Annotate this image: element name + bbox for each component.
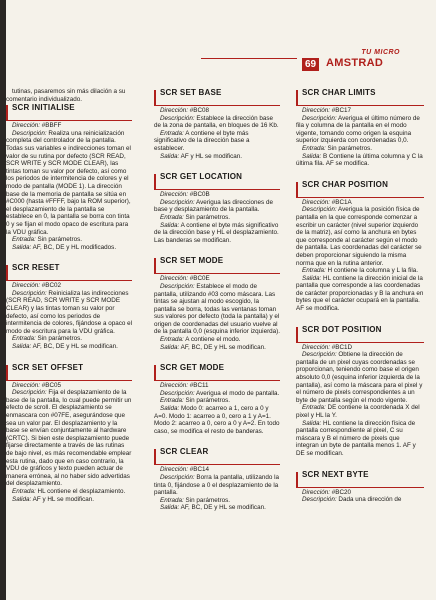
field-value: #BBFF	[40, 122, 62, 130]
routine-title: SCR CHAR LIMITS	[302, 88, 376, 97]
routine-section	[6, 263, 132, 350]
field-label: Salida:	[12, 495, 32, 503]
heading-accent-bar	[154, 90, 156, 106]
heading-rule	[156, 464, 280, 465]
routine-paragraph	[154, 199, 280, 214]
heading-rule	[298, 342, 424, 343]
field-value: Sin parámetros.	[183, 213, 231, 221]
routine-section	[154, 88, 280, 160]
routine-paragraph	[296, 404, 424, 419]
field-value: AF y HL se modifican.	[179, 152, 243, 160]
field-label: Dirección:	[302, 343, 330, 351]
field-value: #BC0B	[188, 191, 210, 199]
section-heading	[154, 363, 280, 379]
field-value: Averigua la posición física de pantalla en la que corresponde comenzar a escribir un carácter (nivel superior izquierdo de la matriz), así como la anchura en bytes que corresponde al carácter según el modo de pantalla. Las coordenadas del carácter se deben proporcionar siguiendo la misma norma que en la rutina anterior.	[296, 206, 422, 267]
section-heading	[154, 256, 280, 272]
routine-title: SCR SET MODE	[160, 256, 224, 266]
routine-section	[154, 363, 280, 435]
heading-rule	[298, 197, 424, 198]
field-value: H contiene la columna y L la fila.	[325, 267, 418, 275]
heading-rule	[8, 120, 132, 121]
heading-rule	[8, 280, 132, 281]
section-heading	[296, 180, 424, 196]
field-label: Dirección:	[160, 382, 188, 390]
routine-paragraph	[296, 489, 424, 497]
heading-rule	[8, 380, 132, 381]
routine-paragraph	[154, 466, 280, 474]
field-value: AF, BC, DE y HL se modifican.	[179, 343, 266, 351]
routine-title: SCR CHAR POSITION	[302, 179, 389, 189]
heading-rule	[156, 273, 280, 274]
field-value: #BC11	[188, 382, 209, 390]
field-label: Entrada:	[12, 335, 36, 343]
field-value: Averigua las direcciones de base y desplazamiento de la pantalla.	[154, 198, 273, 214]
routine-paragraph	[154, 497, 280, 505]
heading-accent-bar	[154, 365, 156, 381]
field-label: Salida:	[302, 419, 322, 427]
heading-accent-bar	[6, 265, 8, 281]
field-value: Sin parámetros.	[35, 335, 83, 343]
routine-paragraph	[154, 191, 280, 199]
field-label: Dirección:	[160, 466, 188, 474]
routine-title: SCR INITIALISE	[12, 103, 75, 113]
routine-title: SCR GET LOCATION	[160, 172, 243, 182]
field-label: Dirección:	[302, 107, 330, 114]
routine-paragraph	[154, 390, 280, 398]
routine-title: SCR RESET	[12, 263, 60, 273]
field-label: Entrada:	[302, 144, 326, 152]
routine-paragraph	[6, 244, 132, 252]
field-value: AF, BC, DE y HL se modifican.	[31, 343, 118, 351]
field-value: Establece el modo de pantalla, utilizando #03 como máscara. Las tintas se ajustan al modo escogido, la pantalla se borra, todas las ventanas toman sus valores por defecto (toda la pantalla) y el origen de coordenadas del usuario vuelve al de la pantalla 0,0 (esquina inferior izquierda).	[154, 282, 281, 336]
field-label: Entrada:	[160, 213, 184, 221]
routine-section	[6, 363, 132, 504]
routine-paragraph	[6, 343, 132, 351]
routine-paragraph	[154, 214, 280, 222]
routine-section	[154, 172, 280, 244]
routine-paragraph	[154, 107, 280, 115]
field-value: AF, BC, DE y HL modificados.	[31, 243, 117, 251]
field-label: Dirección:	[302, 488, 330, 496]
field-value: #BC17	[330, 107, 352, 114]
field-label: Descripción:	[12, 389, 47, 397]
field-value: A contiene el byte más significativo de la dirección base y HL el desplazamiento. Las banderas se modifican.	[154, 221, 279, 244]
field-value: Realiza una reinicialización completa del controlador de la pantalla. Todas sus variables e indirecciones toman el valor de su rutina por defecto (SCR READ, SCR WRITE y SCR MODE CLEAR), las tintas toman su valor por defecto, así como los periodos de intermitencia de colores y el modo de pantalla (MODE 1). La dirección base de la memoria de pantalla se sitúa en #C000 (hasta #FFFF, bajo la ROM superior), el desplazamiento de la pantalla se establece en 0, la pantalla se borra con tinta 0 y se fijan el modo opaco de escritura para la VDU gráfica.	[6, 129, 131, 236]
heading-accent-bar	[6, 365, 8, 381]
field-label: Entrada:	[302, 404, 326, 412]
field-label: Entrada:	[160, 129, 184, 137]
field-value: Modo 0: acarreo a 1, cero a 0 y A=0. Modo 1: acarreo a 0, cero a 1 y A=1. Modo 2: acarreo a 0, cero a 0 y A=2. En todo caso, se modifica el resto de banderas.	[154, 405, 280, 435]
field-label: Salida:	[12, 243, 32, 251]
field-label: Dirección:	[160, 275, 188, 283]
header-rule	[201, 58, 297, 59]
field-value: HL contiene la dirección física de pantalla correspondiente al pixel, C su máscara y B el número de pixels que integran un byte de pantalla menos 1. AF y DE se modifican.	[296, 419, 416, 457]
routine-paragraph	[154, 382, 280, 390]
routine-paragraph	[154, 283, 280, 336]
field-value: HL contiene la dirección inicial de la pantalla que corresponde a las coordenadas de carácter proporcionadas y B la anchura en bytes que el carácter ocupará en la pantalla. AF se modifica.	[296, 274, 424, 313]
field-label: Descripción:	[160, 389, 195, 397]
field-label: Salida:	[302, 152, 322, 160]
routine-paragraph	[154, 504, 280, 512]
field-value: #BC05	[40, 381, 62, 389]
routine-paragraph	[6, 236, 132, 244]
field-label: Descripción:	[302, 351, 337, 359]
routine-paragraph	[296, 199, 424, 207]
section-heading	[296, 470, 424, 486]
field-label: Salida:	[160, 221, 180, 229]
field-value: #BC02	[40, 282, 62, 290]
section-heading	[296, 88, 424, 104]
field-label: Descripción:	[12, 289, 47, 297]
routine-title: SCR GET MODE	[160, 363, 225, 373]
field-label: Dirección:	[302, 198, 330, 206]
heading-rule	[156, 105, 280, 106]
heading-accent-bar	[296, 182, 298, 198]
routine-paragraph	[296, 145, 424, 153]
routine-paragraph	[296, 115, 424, 145]
section-heading	[154, 447, 280, 463]
column-2	[154, 88, 280, 524]
field-label: Salida:	[160, 343, 180, 351]
field-label: Dirección:	[12, 282, 40, 290]
magazine-name: AMSTRAD	[326, 57, 384, 69]
field-value: AF y HL se modifican.	[31, 495, 95, 503]
routine-paragraph	[154, 474, 280, 497]
field-label: Dirección:	[12, 381, 40, 389]
heading-rule	[298, 487, 424, 488]
routine-paragraph	[296, 275, 424, 313]
field-label: Salida:	[160, 405, 180, 413]
routine-section	[154, 447, 280, 512]
field-value: Establece la dirección base de la zona de pantalla, en bloques de 16 Kb.	[154, 114, 279, 130]
section-heading	[6, 363, 132, 379]
section-label: TU MICRO	[361, 49, 400, 56]
field-value: HL contiene el desplazamiento.	[35, 487, 126, 495]
field-label: Entrada:	[12, 487, 36, 495]
field-label: Descripción:	[160, 198, 195, 206]
routine-paragraph	[154, 397, 280, 405]
heading-rule	[298, 105, 424, 106]
routine-paragraph	[296, 107, 424, 115]
intro-text: tutinas, pasaremos sin más dilación a su comentario individualizado.	[6, 88, 126, 103]
routine-paragraph	[296, 496, 424, 504]
page-header	[6, 40, 436, 78]
heading-accent-bar	[154, 174, 156, 190]
field-value: Sin parámetros.	[183, 496, 231, 504]
field-value: A contiene el modo.	[183, 336, 241, 344]
routine-paragraph	[6, 130, 132, 236]
routine-paragraph	[6, 389, 132, 488]
heading-accent-bar	[296, 327, 298, 343]
routine-paragraph	[296, 153, 424, 168]
field-value: Averigua el último número de fila y columna de la pantalla en el modo vigente, tomando como origen la esquina superior izquierda con coordenadas 0,0.	[296, 114, 420, 145]
field-value: Dada una dirección de	[336, 496, 402, 504]
routine-paragraph	[154, 130, 280, 153]
routine-section	[296, 470, 424, 504]
routine-paragraph	[154, 222, 280, 245]
routine-paragraph	[154, 115, 280, 130]
section-heading	[296, 325, 424, 341]
field-label: Entrada:	[160, 336, 184, 344]
routine-paragraph	[6, 282, 132, 290]
section-heading	[6, 263, 132, 279]
routine-paragraph	[6, 335, 132, 343]
routine-title: SCR SET OFFSET	[12, 362, 84, 372]
routine-paragraph	[6, 488, 132, 496]
field-value: #BC14	[188, 466, 210, 474]
routine-paragraph	[154, 336, 280, 344]
routine-title: SCR CLEAR	[160, 447, 209, 457]
routine-paragraph	[6, 382, 132, 390]
routine-paragraph	[154, 405, 280, 435]
field-value: B Contiene la última columna y C la última fila. AF se modifica.	[296, 152, 423, 168]
field-value: AF, BC, DE y HL se modifican.	[179, 504, 266, 512]
field-label: Dirección:	[160, 107, 188, 114]
routine-paragraph	[296, 344, 424, 352]
field-value: A contiene el byte más significativo de la dirección base a establecer.	[154, 129, 250, 152]
field-value: #BC20	[330, 488, 352, 496]
field-value: Fija el desplazamiento de la base de la pantalla, lo cual puede permitir un efecto de scroll. El desplazamiento se enmascara con #07FE, asegurándose que sea un valor par. El desplazamiento y la base se envían conjuntamente al hardware (CRTC). Si bien este desplazamiento puede fijarse directamente a través de las rutinas de bajo nivel, es más recomendable emplear esta rutina, dado que en caso contrario, la VDU de gráficos y texto pueden actuar de manera errónea, al no haber sido advertidas del desplazamiento.	[6, 389, 132, 488]
routine-paragraph	[296, 206, 424, 267]
field-value: Averigua el modo de pantalla.	[194, 389, 280, 397]
field-label: Entrada:	[160, 397, 184, 405]
field-value: DE contiene la coordenada X del pixel y HL la Y.	[296, 404, 420, 419]
field-value: #BC1D	[330, 343, 353, 351]
field-value: #BC08	[188, 107, 210, 114]
field-value: Sin parámetros.	[35, 236, 83, 244]
field-label: Descripción:	[160, 282, 195, 290]
section-heading	[154, 88, 280, 104]
column-1	[6, 88, 132, 515]
column-3	[296, 88, 424, 516]
field-label: Salida:	[302, 274, 322, 282]
field-label: Descripción:	[302, 496, 337, 504]
field-value: Reinicializa las indirecciones (SCR READ, SCR WRITE y SCR MODE CLEAR) y las tintas toman su valor por defecto, así como los periodos de intermitencia de colores, fijándose a opaco el modo de escritura para la VDU gráfica.	[6, 289, 133, 335]
heading-accent-bar	[296, 472, 298, 488]
section-heading	[6, 103, 132, 119]
routine-section	[296, 88, 424, 168]
field-value: Borra la pantalla, utilizando la tinta 0, fijándose a 0 el desplazamiento de la pantalla.	[154, 474, 280, 497]
field-label: Descripción:	[302, 206, 337, 214]
heading-accent-bar	[154, 258, 156, 274]
field-value: #BC1A	[330, 198, 352, 206]
section-heading	[154, 172, 280, 188]
heading-rule	[156, 380, 280, 381]
routine-paragraph	[6, 290, 132, 336]
routine-paragraph	[6, 122, 132, 130]
field-label: Descripción:	[12, 129, 47, 137]
page-number: 69	[302, 58, 319, 71]
routine-section	[6, 103, 132, 251]
routine-section	[296, 180, 424, 313]
routine-paragraph	[154, 275, 280, 283]
field-label: Dirección:	[12, 122, 40, 130]
field-label: Entrada:	[302, 267, 326, 275]
heading-accent-bar	[6, 105, 8, 121]
routine-title: SCR DOT POSITION	[302, 324, 382, 334]
heading-rule	[156, 189, 280, 190]
field-label: Descripción:	[160, 474, 195, 481]
routine-paragraph	[296, 420, 424, 458]
heading-accent-bar	[296, 90, 298, 106]
routine-paragraph	[296, 267, 424, 275]
magazine-page	[6, 0, 436, 600]
field-label: Dirección:	[160, 191, 188, 199]
routine-title: SCR NEXT BYTE	[302, 469, 369, 479]
routine-paragraph	[154, 344, 280, 352]
field-label: Salida:	[160, 504, 180, 512]
routine-section	[154, 256, 280, 351]
field-value: Sin parámetros.	[325, 144, 373, 152]
heading-accent-bar	[154, 449, 156, 465]
routine-section	[296, 325, 424, 458]
field-label: Entrada:	[12, 236, 36, 244]
field-value: #BC0E	[188, 275, 210, 283]
routine-paragraph	[6, 496, 132, 504]
routine-title: SCR SET BASE	[160, 88, 222, 97]
routine-paragraph	[154, 153, 280, 161]
field-label: Salida:	[160, 152, 180, 160]
field-label: Descripción:	[302, 114, 337, 122]
field-value: Obtiene la dirección de pantalla de un pixel cuyas coordenadas se proporcionan, teniendo como base el origen absoluto 0,0 (esquina inferior izquierda de la pantalla), así como la máscara para el pixel y el número de pixels correspondientes a un byte de pantalla según el modo vigente.	[296, 351, 423, 404]
field-value: Sin parámetros.	[183, 397, 231, 405]
field-label: Salida:	[12, 343, 32, 351]
routine-paragraph	[296, 351, 424, 404]
field-label: Entrada:	[160, 496, 184, 504]
field-label: Descripción:	[160, 114, 195, 122]
